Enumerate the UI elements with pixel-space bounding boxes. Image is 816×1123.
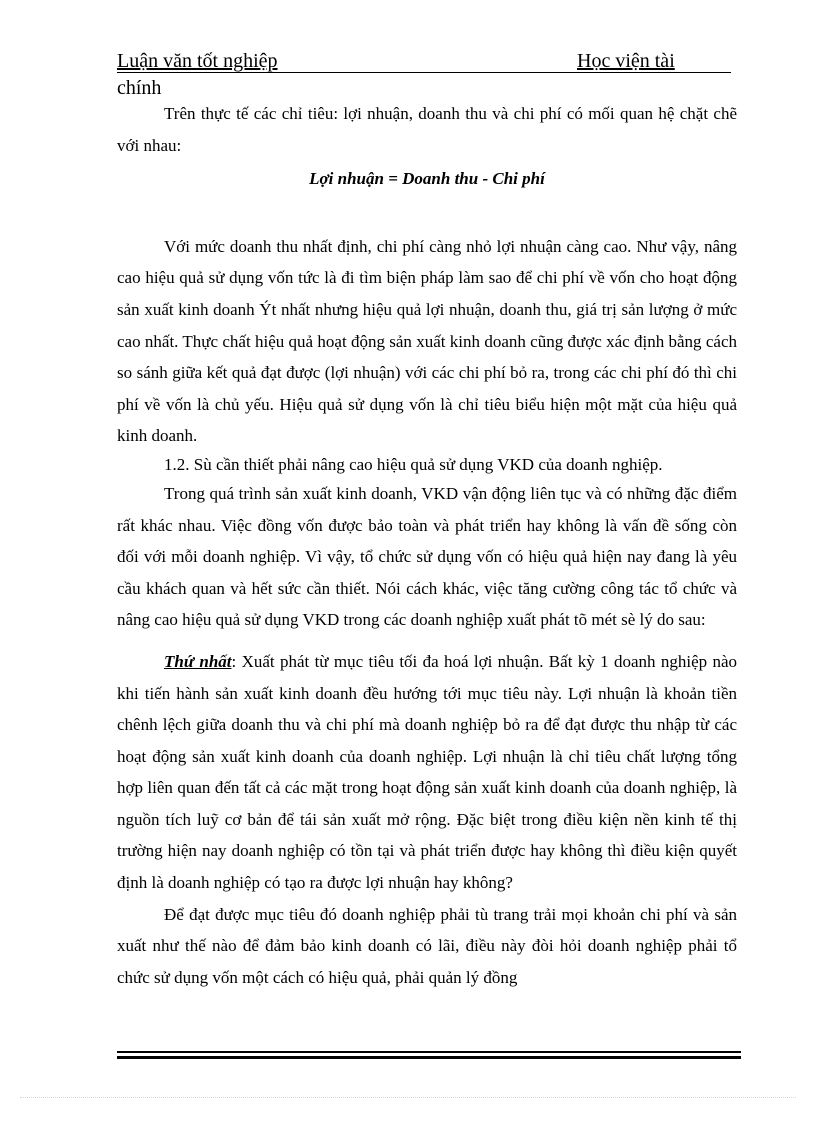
paragraph-first-reason [117,646,737,899]
page-header [117,50,733,74]
header-rule [117,72,731,73]
profit-formula: Lợi nhuận = Doanh thu - Chi phí [309,169,545,189]
header-left-title: Luận văn tốt nghiệp [117,50,278,72]
paragraph-intro: Trên thực tế các chỉ tiêu: lợi nhuận, doanh thu và chi phí có mối quan hệ chặt chẽ với nhau: [117,104,737,155]
page-edge-dotted-line [20,1097,796,1098]
section-heading: 1.2. Sù cần thiết phải nâng cao hiệu quả sử dụng VKD của doanh nghiệp. [164,454,663,474]
header-right-title: Học viện tài [577,50,675,72]
paragraph-revenue-cost: Với mức doanh thu nhất định, chi phí càng nhỏ lợi nhuận càng cao. Như vậy, nâng cao hiệu quả sử dụng vốn tức là đi tìm biện pháp làm sao để chi phí về vốn cho hoạt động sản xuất kinh doanh Ýt nhất nhưng hiệu quả lợi nhuận, doanh thu, giá trị sản lượng ở mức cao nhất. Thực chất hiệu quả hoạt động sản xuất kinh doanh cũng được xác định bằng cách so sánh giữa kết quả đạt được (lợi nhuận) với các chi phí bỏ ra, trong các chi phí đó thì chi phí về vốn là chủ yếu. Hiệu quả sử dụng vốn là chỉ tiêu biểu hiện một mặt của hiệu quả kinh doanh. [117,236,737,446]
document-body [117,98,737,993]
footer-rule-thick [117,1056,741,1059]
paragraph-goal: Để đạt được mục tiêu đó doanh nghiệp phải tù trang trải mọi khoản chi phí và sản xuất như thế nào để đảm bảo kinh doanh có lãi, điều này đòi hỏi doanh nghiệp phải tổ chức sử dụng vốn một cách có hiệu quả, phải quản lý đồng [117,904,737,987]
first-reason-label: Thứ nhất [164,651,232,671]
paragraph-necessity: Trong quá trình sản xuất kinh doanh, VKD vận động liên tục và có những đặc điểm rất khác nhau. Việc đồng vốn được bảo toàn và phát triển hay không là vấn đề sống còn đối với mỗi doanh nghiệp. Vì vậy, tổ chức sử dụng vốn có hiệu quả hiện nay đang là yêu cầu khách quan và hết sức cần thiết. Nói cách khác, việc tăng cường công tác tổ chức và nâng cao hiệu quả sử dụng VKD trong các doanh nghiệp xuất phát tõ mét sè lý do sau: [117,483,737,630]
first-reason-text: : Xuất phát từ mục tiêu tối đa hoá lợi nhuận. Bất kỳ 1 doanh nghiệp nào khi tiến hành sản xuất kinh doanh đều hướng tới mục tiêu này. Lợi nhuận là khoản tiền chênh lệch giữa doanh thu và chi phí mà doanh nghiệp bỏ ra để đạt được thu nhập từ các hoạt động sản xuất kinh doanh của doanh nghiệp. Lợi nhuận là chỉ tiêu chất lượng tổng hợp liên quan đến tất cả các mặt trong hoạt động sản xuất kinh doanh của doanh nghiệp, là nguồn tích luỹ cơ bản để tái sản xuất mở rộng. Đặc biệt trong điều kiện nền kinh tế thị trường hiện nay doanh nghiệp có tồn tại và phát triển được hay không thì điều kiện quyết định là doanh nghiệp có tạo ra được lợi nhuận hay không? [117,651,738,893]
footer-rule-thin [117,1051,741,1053]
header-continuation: chính [117,77,162,99]
